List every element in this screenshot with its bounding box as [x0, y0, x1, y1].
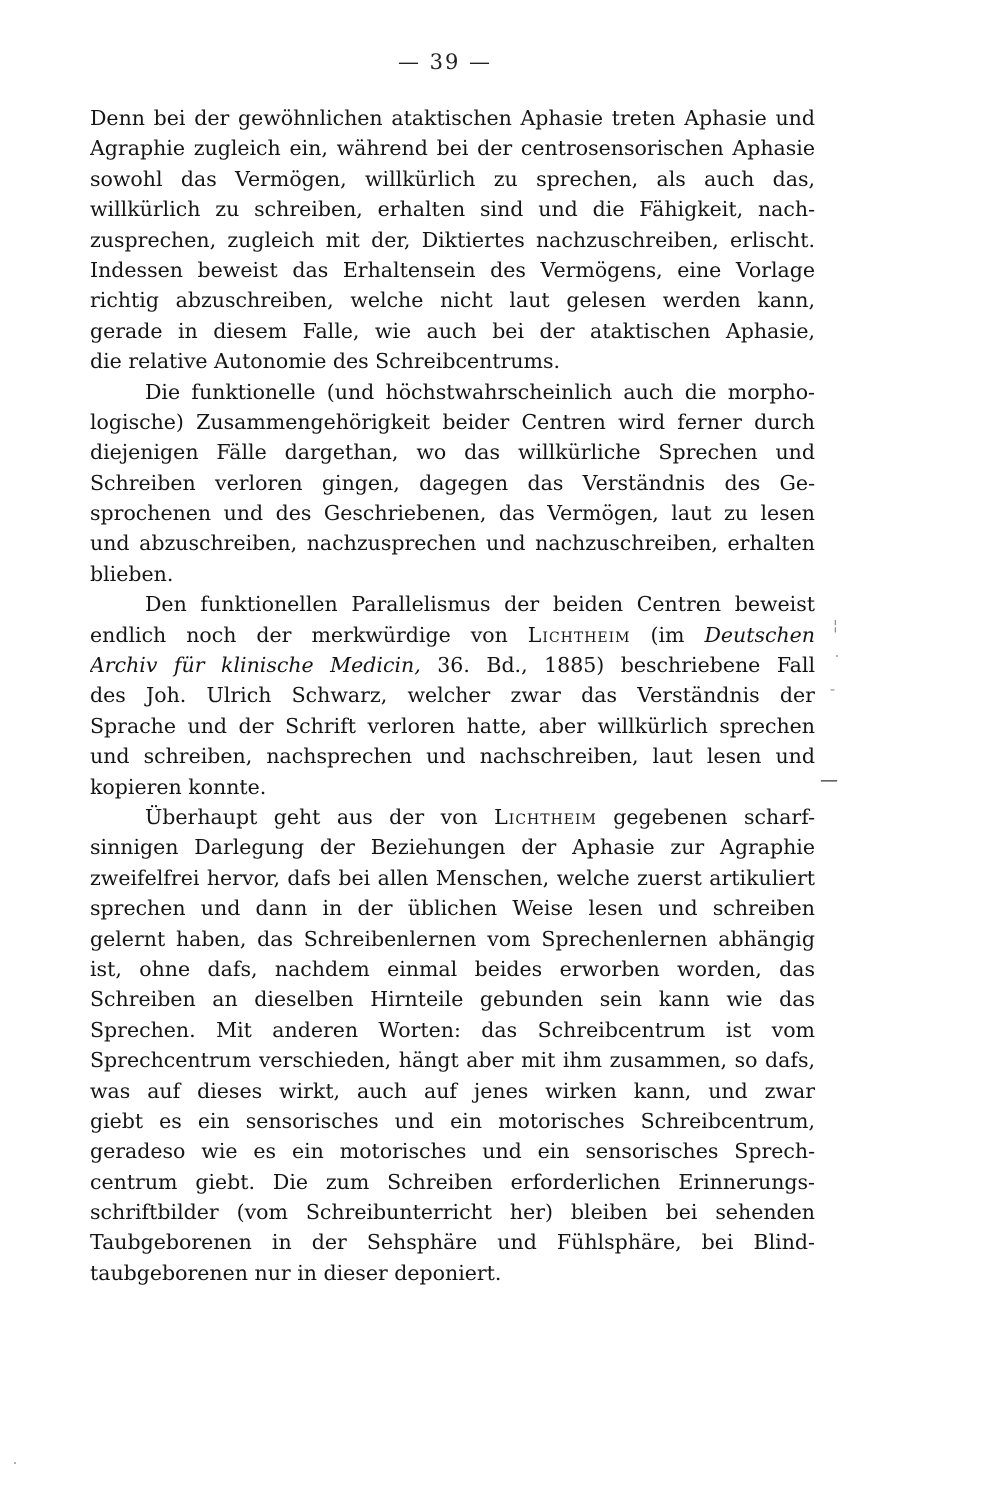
- text-line: giebt es ein sensorisches und ein motorisches Schreibcentrum,: [90, 1108, 815, 1133]
- margin-tick-mark: ¦: [833, 618, 838, 634]
- text-line: [90, 650, 815, 680]
- text-line: willkürlich zu schreiben, erhalten sind und die Fähigkeit, nach-: [90, 197, 815, 222]
- text-line: Denn bei der gewöhnlichen ataktischen Aphasie treten Aphasie und: [90, 106, 815, 130]
- paragraph-3: [90, 589, 815, 802]
- text-line: [90, 802, 815, 832]
- text-line: ist, ohne dafs, nachdem einmal beides erworben worden, das: [90, 956, 815, 981]
- author-name: Lichtheim: [494, 804, 597, 829]
- page-number: — 39 —: [397, 50, 493, 74]
- text-line: diejenigen Fälle dargethan, wo das willkürliche Sprechen und: [90, 440, 815, 465]
- text-line: und schreiben, nachsprechen und nachschreiben, laut lesen und: [90, 744, 815, 769]
- text-line: und abzuschreiben, nachzusprechen und nachzuschreiben, erhalten: [90, 531, 815, 556]
- text-line: sprechen und dann in der üblichen Weise lesen und schreiben: [90, 896, 815, 921]
- text-line: die relative Autonomie des Schreibcentrums.: [90, 349, 560, 374]
- text-line: blieben.: [90, 561, 174, 586]
- text-line: schriftbilder (vom Schreibunterricht her) bleiben bei sehenden: [90, 1200, 815, 1225]
- text-line: logische) Zusammengehörigkeit beider Centren wird ferner durch: [90, 409, 815, 434]
- text-line: Sprechcentrum verschieden, hängt aber mit ihm zusammen, so dafs,: [90, 1048, 815, 1073]
- text-line: geradeso wie es ein motorisches und ein sensorisches Sprech-: [90, 1139, 815, 1164]
- text-line: sowohl das Vermögen, willkürlich zu sprechen, als auch das,: [90, 166, 815, 191]
- text-line: gerade in diesem Falle, wie auch bei der ataktischen Aphasie,: [90, 318, 815, 343]
- text-run: 36. Bd., 1885) beschriebene Fall: [420, 653, 815, 678]
- text-line: centrum giebt. Die zum Schreiben erforderlichen Erinnerungs-: [90, 1169, 815, 1194]
- text-run: (im: [630, 622, 705, 647]
- text-run: Überhaupt geht aus der von: [145, 804, 495, 829]
- text-line: Schreiben an dieselben Hirnteile gebunden sein kann wie das: [90, 987, 815, 1012]
- scan-speck: [14, 1462, 16, 1464]
- text-line: Schreiben verloren gingen, dagegen das Verständnis des Ge-: [90, 470, 815, 495]
- body-text: [90, 103, 815, 1288]
- paragraph-1: [90, 103, 815, 377]
- text-line: Agraphie zugleich ein, während bei der centrosensorischen Aphasie: [90, 136, 815, 161]
- journal-title: Archiv für klinische Medicin,: [90, 653, 421, 678]
- text-line: [90, 620, 815, 650]
- text-line: zweifelfrei hervor, dafs bei allen Menschen, welche zuerst artikuliert: [90, 865, 815, 890]
- text-line: zusprechen, zugleich mit der, Diktiertes nachzuschreiben, erlischt.: [90, 227, 815, 252]
- text-line: Indessen beweist das Erhaltensein des Vermögens, eine Vorlage: [90, 257, 815, 282]
- journal-title: Deutschen: [704, 622, 815, 647]
- text-line: sinnigen Darlegung der Beziehungen der Aphasie zur Agraphie: [90, 835, 815, 860]
- paragraph-2: [90, 377, 815, 590]
- text-run: gegebenen scharf-: [596, 804, 815, 829]
- text-line: was auf dieses wirkt, auch auf jenes wirken kann, und zwar: [90, 1078, 815, 1103]
- text-line: Taubgeborenen in der Sehsphäre und Fühlsphäre, bei Blind-: [90, 1230, 815, 1255]
- text-line: Die funktionelle (und höchstwahrscheinlich auch die morpho-: [145, 379, 815, 404]
- margin-tick-mark: -: [830, 682, 836, 698]
- text-run: endlich noch der merkwürdige von: [90, 622, 528, 647]
- text-line: gelernt haben, das Schreibenlernen vom Sprechenlernen abhängig: [90, 926, 815, 951]
- text-line: taubgeborenen nur in dieser deponiert.: [90, 1260, 502, 1285]
- text-line: richtig abzuschreiben, welche nicht laut gelesen werden kann,: [90, 288, 815, 313]
- paragraph-4: [90, 802, 815, 1288]
- text-line: Den funktionellen Parallelismus der beiden Centren beweist: [145, 592, 815, 617]
- text-line: sprochenen und des Geschriebenen, das Vermögen, laut zu lesen: [90, 501, 815, 526]
- author-name: Lichtheim: [527, 622, 631, 647]
- scan-speck: [836, 655, 838, 657]
- text-line: des Joh. Ulrich Schwarz, welcher zwar das Verständnis der: [90, 683, 815, 708]
- margin-dash-mark: —: [820, 770, 838, 791]
- text-line: Sprache und der Schrift verloren hatte, aber willkürlich sprechen: [90, 713, 815, 738]
- text-line: Sprechen. Mit anderen Worten: das Schreibcentrum ist vom: [90, 1017, 815, 1042]
- text-line: kopieren konnte.: [90, 774, 267, 799]
